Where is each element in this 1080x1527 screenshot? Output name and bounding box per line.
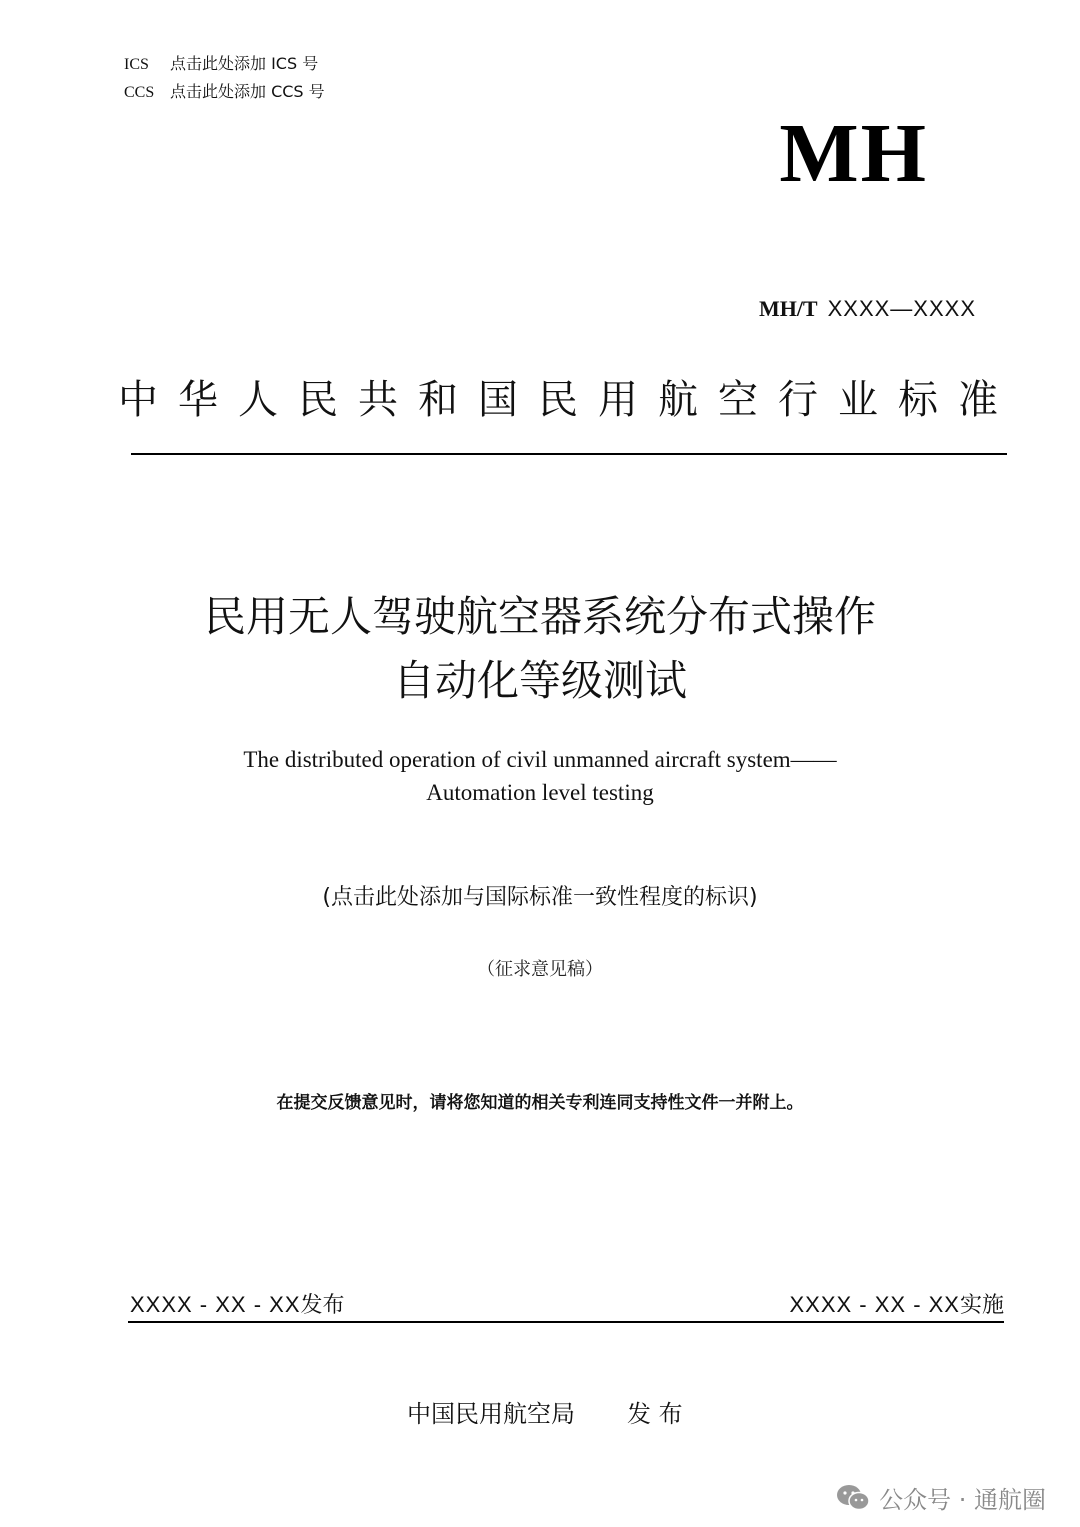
standard-prefix: MH/T (758, 296, 818, 321)
ics-label: ICS (124, 56, 149, 73)
watermark (835, 1480, 1046, 1515)
implement-date-value: XXXX - XX - XX (789, 1292, 960, 1317)
implement-label: 实施 (959, 1293, 1004, 1318)
draft-status: （征求意见稿） (477, 959, 603, 980)
title-cn-line2: 自动化等级测试 (392, 656, 687, 705)
title-cn-line1: 民用无人驾驶航空器系统分布式操作 (203, 592, 876, 641)
ccs-label: CCS (124, 84, 155, 101)
issuer-action: 发 布 (627, 1400, 683, 1428)
industry-standard-heading: 中华人民共和国民用航空行业标准 (118, 377, 998, 423)
publish-date (130, 1288, 345, 1319)
conformity-note[interactable]: (点击此处添加与国际标准一致性程度的标识) (322, 885, 758, 910)
standard-code: XXXX—XXXX (827, 296, 976, 321)
wechat-icon (835, 1483, 871, 1513)
publish-label: 发布 (300, 1293, 345, 1318)
title-en-line1: The distributed operation of civil unmanned aircraft system—— (243, 747, 837, 772)
top-divider (131, 453, 1007, 455)
ccs-value[interactable]: 点击此处添加 CCS 号 (170, 82, 325, 101)
ics-value[interactable]: 点击此处添加 ICS 号 (170, 54, 319, 73)
implement-date (789, 1288, 1004, 1319)
patent-notice: 在提交反馈意见时，请将您知道的相关专利连同支持性文件一并附上。 (276, 1093, 804, 1113)
ccs-line (124, 82, 325, 103)
publish-date-value: XXXX - XX - XX (130, 1292, 301, 1317)
issuer-line (407, 1394, 683, 1429)
issuer-org: 中国民用航空局 (407, 1400, 575, 1428)
watermark-text: 公众号 · 通航圈 (879, 1486, 1046, 1514)
ics-line (124, 54, 318, 75)
title-en-line2: Automation level testing (426, 780, 654, 805)
mh-logo: MH (779, 107, 928, 200)
standard-number (759, 296, 976, 322)
bottom-divider (128, 1321, 1004, 1323)
